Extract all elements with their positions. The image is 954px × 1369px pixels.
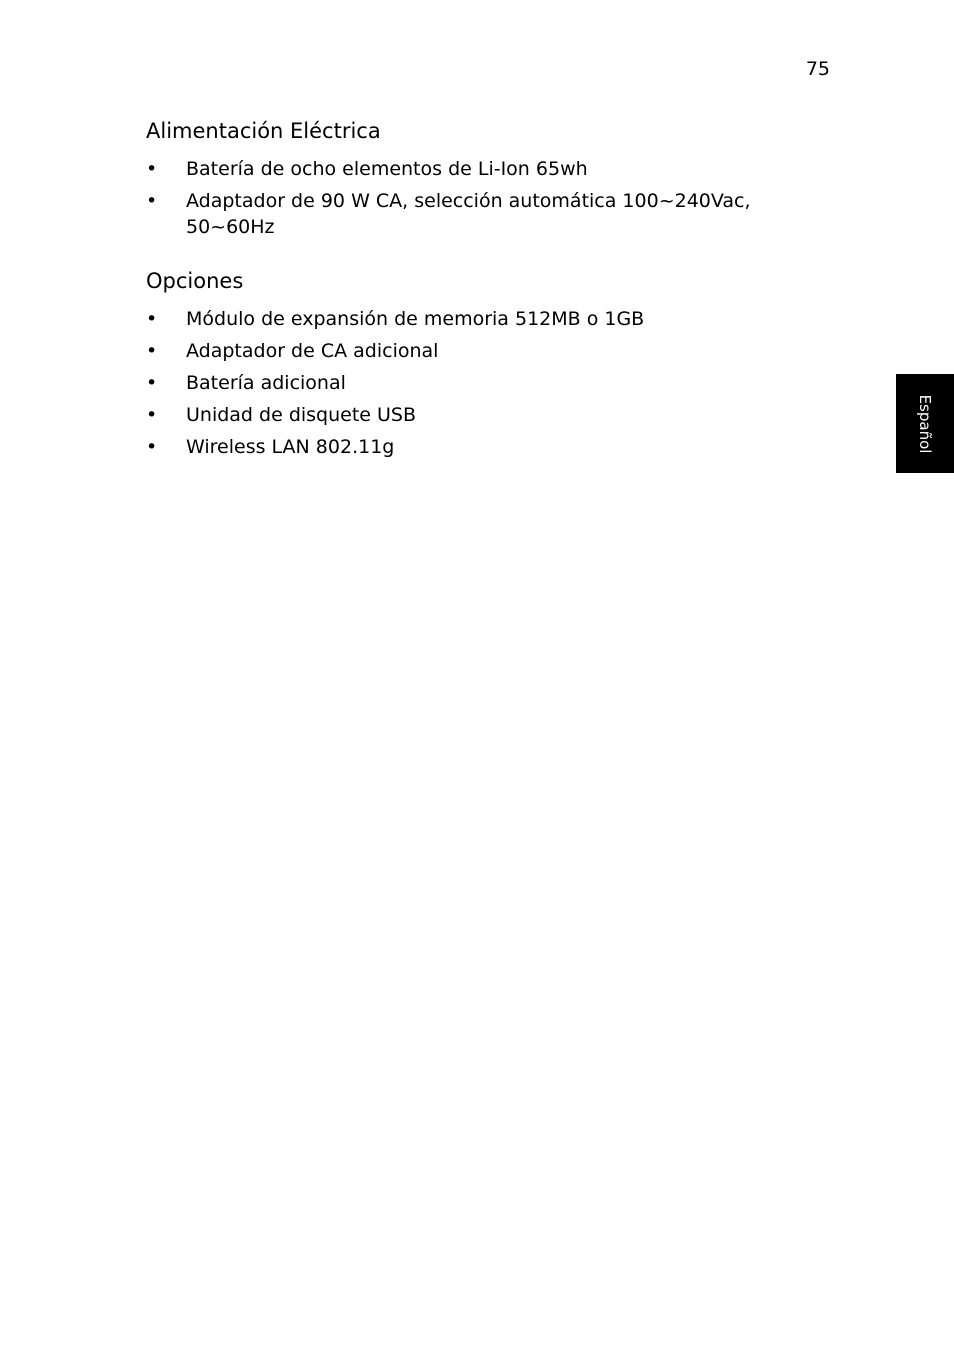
list-item (146, 306, 786, 332)
power-bullet-list (146, 156, 786, 240)
list-item-text: Adaptador de 90 W CA, selección automática 100~240Vac, 50~60Hz (186, 190, 751, 238)
list-item-text: Wireless LAN 802.11g (186, 436, 395, 458)
options-bullet-list (146, 306, 786, 460)
page-number: 75 (805, 58, 830, 80)
list-item-text: Adaptador de CA adicional (186, 340, 439, 362)
bullet-icon: • (146, 308, 158, 330)
list-item (146, 434, 786, 460)
bullet-icon: • (146, 190, 158, 212)
bullet-icon: • (146, 404, 158, 426)
list-item (146, 402, 786, 428)
list-item (146, 338, 786, 364)
list-item-text: Unidad de disquete USB (186, 404, 417, 426)
section-power (146, 118, 786, 246)
bullet-icon: • (146, 158, 158, 180)
section-heading-power: Alimentación Eléctrica (146, 119, 381, 143)
section-heading-options: Opciones (146, 269, 244, 293)
language-side-tab (896, 374, 954, 473)
list-item (146, 370, 786, 396)
list-item (146, 156, 786, 182)
bullet-icon: • (146, 436, 158, 458)
bullet-icon: • (146, 372, 158, 394)
list-item-text: Batería adicional (186, 372, 346, 394)
language-tab-label: Español (916, 394, 934, 454)
list-item-text: Batería de ocho elementos de Li-Ion 65wh (186, 158, 588, 180)
bullet-icon: • (146, 340, 158, 362)
list-item (146, 188, 786, 240)
list-item-text: Módulo de expansión de memoria 512MB o 1GB (186, 308, 645, 330)
section-options (146, 268, 786, 466)
